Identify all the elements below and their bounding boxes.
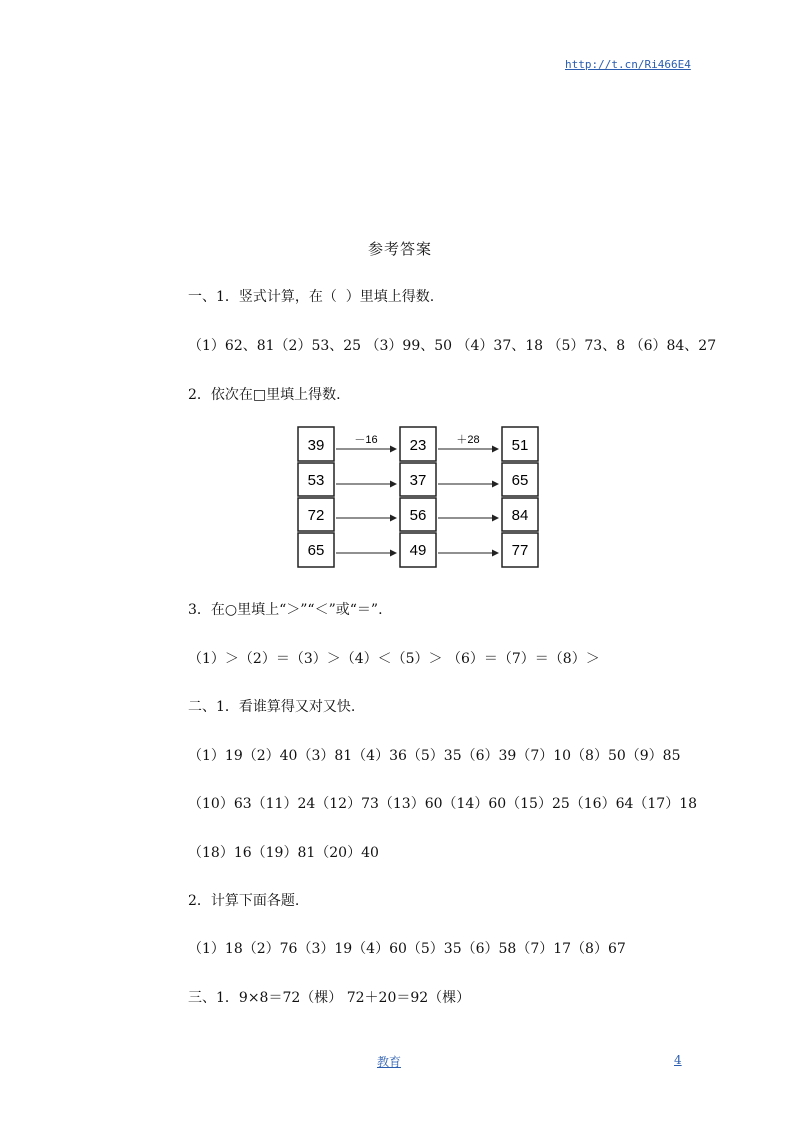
q1-heading: 一、1．竖式计算，在（ ）里填上得数. [188, 289, 435, 305]
footer-link[interactable]: 教育 [377, 1055, 402, 1069]
col1-cell: 39 [307, 437, 325, 454]
column-1 [298, 427, 334, 567]
part2-q1-heading: 二、1．看谁算得又对又快. [188, 699, 356, 715]
col3-cell: 77 [511, 542, 529, 559]
q3-heading: 3．在○里填上“＞”“＜”或“＝”. [188, 602, 383, 618]
arrows [336, 449, 498, 553]
q2-heading: 2．依次在□里填上得数. [188, 387, 341, 403]
col2-cell: 49 [409, 542, 427, 559]
column-3 [502, 427, 538, 567]
q1-answers: （1）62、81（2）53、25 （3）99、50 （4）37、18 （5）73、8 （6）84、27 [188, 338, 717, 354]
q3-answers: （1）＞（2）＝（3）＞（4）＜（5）＞ （6）＝（7）＝（8）＞ [188, 651, 600, 667]
col3-cell: 51 [511, 437, 529, 454]
col1-cell: 65 [307, 542, 325, 559]
part2-q1-answers-line1: （1）19（2）40（3）81（4）36（5）35（6）39（7）10（8）50（9）85 [188, 748, 681, 764]
operation-label-1: －16 [354, 434, 378, 446]
page-title: 参考答案 [367, 240, 432, 258]
part2-q1-answers-line3: （18）16（19）81（20）40 [188, 845, 379, 861]
col1-cell: 72 [307, 507, 325, 524]
column-2 [400, 427, 436, 567]
col2-cell: 56 [409, 507, 427, 524]
page-number: 4 [674, 1053, 682, 1067]
part2-q2-heading: 2．计算下面各题. [188, 893, 300, 909]
header-link[interactable]: http://t.cn/Ri466E4 [565, 58, 691, 71]
col3-cell: 84 [511, 507, 529, 524]
part3-q1: 三、1．9×8＝72（棵） 72＋20＝92（棵） [188, 990, 471, 1006]
part2-q1-answers-line2: （10）63（11）24（12）73（13）60（14）60（15）25（16）64（17）18 [188, 796, 698, 812]
col2-cell: 23 [409, 437, 427, 454]
number-chain-diagram [296, 425, 546, 575]
operation-label-2: ＋28 [456, 434, 480, 446]
col3-cell: 65 [511, 472, 529, 489]
col1-cell: 53 [307, 472, 325, 489]
part2-q2-answers: （1）18（2）76（3）19（4）60（5）35（6）58（7）17（8）67 [188, 941, 626, 957]
col2-cell: 37 [409, 472, 427, 489]
